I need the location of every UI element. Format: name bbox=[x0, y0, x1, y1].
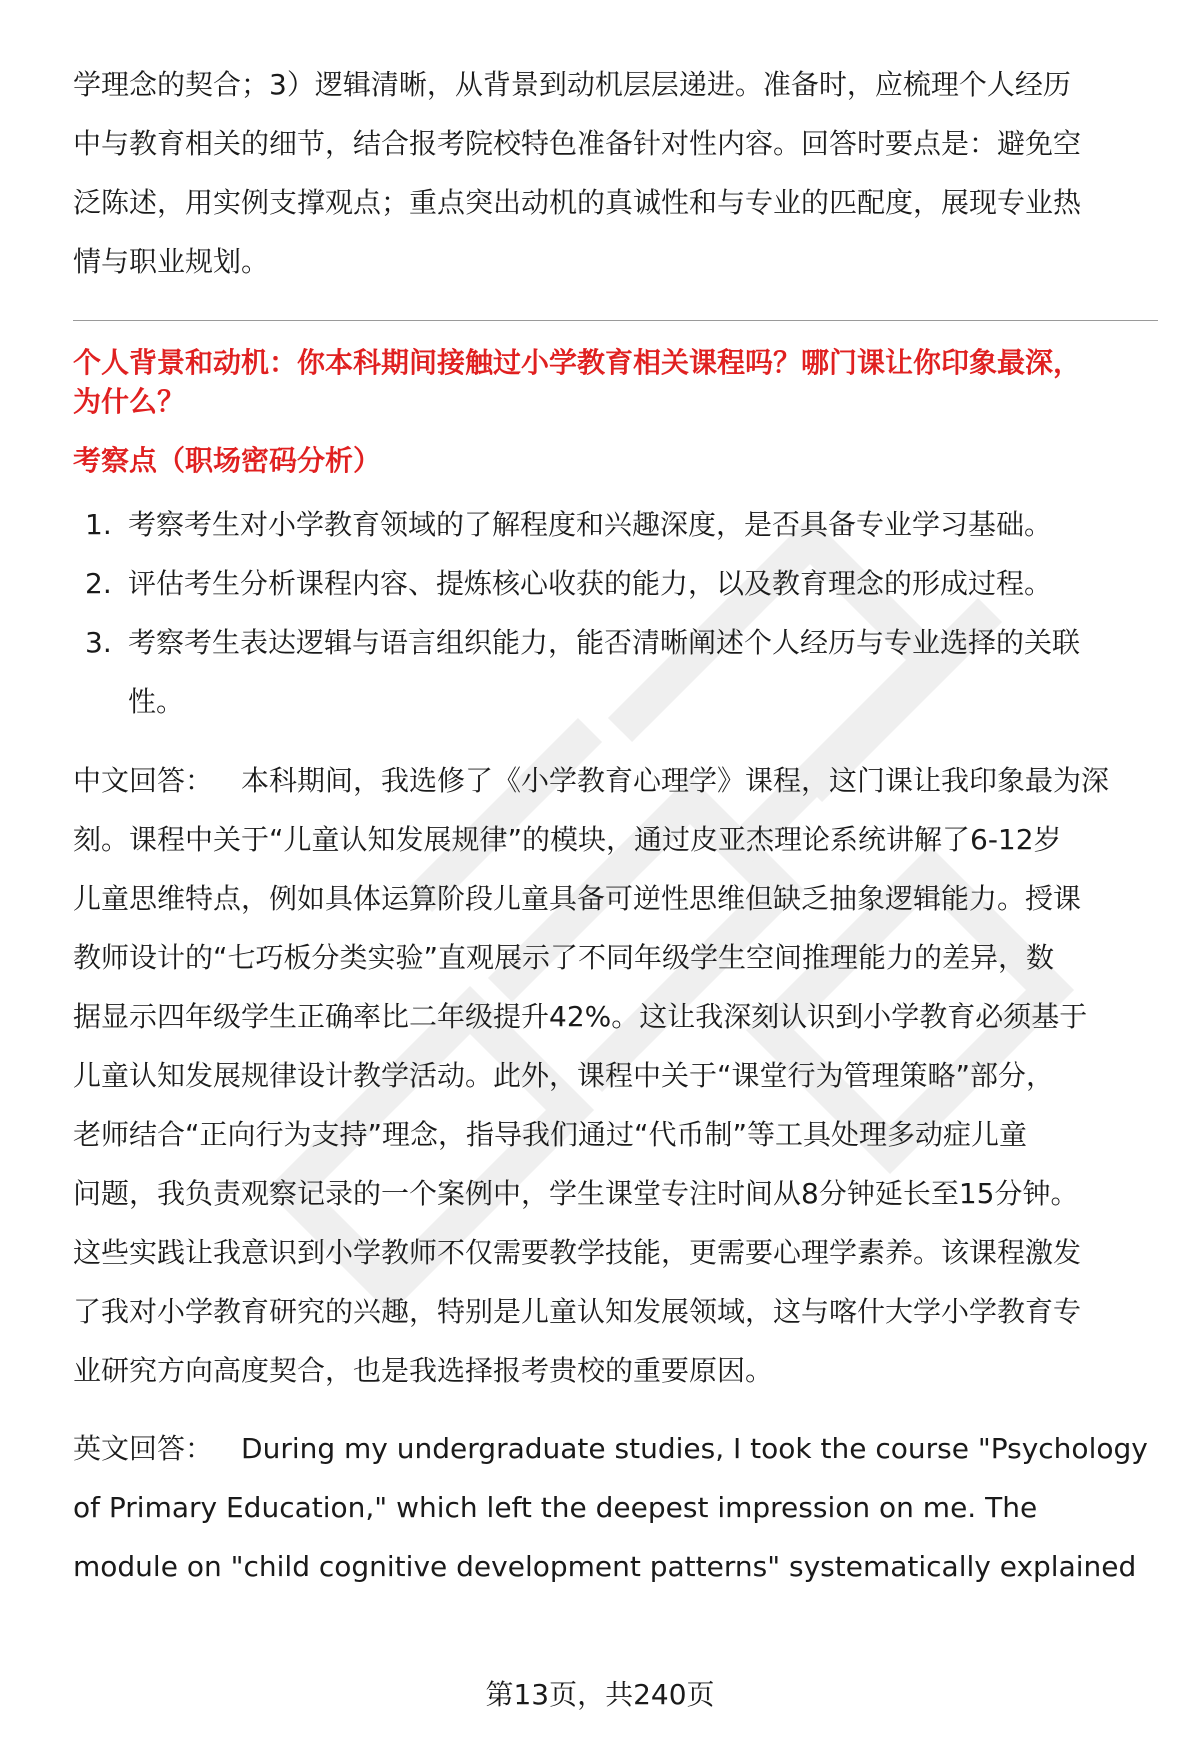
answer-line: module on "child cognitive development patterns" systematically explained bbox=[73, 1550, 1137, 1583]
list-item-number: 3. bbox=[85, 626, 112, 659]
key-points-list bbox=[73, 495, 1158, 731]
answer-first-line: During my undergraduate studies, I took the course "Psychology bbox=[241, 1432, 1148, 1465]
list-item-text: 评估考生分析课程内容、提炼核心收获的能力，以及教育理念的形成过程。 bbox=[128, 567, 1053, 600]
list-item bbox=[73, 495, 1158, 554]
list-item bbox=[73, 613, 1158, 731]
answer-line: 教师设计的“七巧板分类实验”直观展示了不同年级学生空间推理能力的差异，数 bbox=[73, 941, 1055, 974]
answer-first-line: 本科期间，我选修了《小学教育心理学》课程，这门课让我印象最为深 bbox=[241, 764, 1110, 797]
answer-line bbox=[73, 751, 1158, 810]
document-page bbox=[73, 55, 1158, 1596]
answer-line: 儿童认知发展规律设计教学活动。此外，课程中关于“课堂行为管理策略”部分， bbox=[73, 1059, 1055, 1092]
intro-paragraph bbox=[73, 55, 1158, 291]
answer-line: 据显示四年级学生正确率比二年级提升42%。这让我深刻认识到小学教育必须基于 bbox=[73, 1000, 1088, 1033]
english-answer bbox=[73, 1419, 1158, 1596]
answer-line: 了我对小学教育研究的兴趣，特别是儿童认知发展领域，这与喀什大学小学教育专 bbox=[73, 1295, 1082, 1328]
intro-line: 中与教育相关的细节，结合报考院校特色准备针对性内容。回答时要点是：避免空 bbox=[73, 127, 1082, 160]
list-item-number: 2. bbox=[85, 567, 112, 600]
intro-line: 泛陈述，用实例支撑观点；重点突出动机的真诚性和与专业的匹配度，展现专业热 bbox=[73, 186, 1082, 219]
page-number: 第13页，共240页 bbox=[485, 1678, 715, 1711]
answer-line: of Primary Education," which left the deepest impression on me. The bbox=[73, 1491, 1038, 1524]
list-item bbox=[73, 554, 1158, 613]
question-line: 个人背景和动机：你本科期间接触过小学教育相关课程吗？哪门课让你印象最深， bbox=[73, 346, 1082, 379]
intro-line: 学理念的契合；3）逻辑清晰，从背景到动机层层递进。准备时，应梳理个人经历 bbox=[73, 68, 1071, 101]
list-item-text: 考察考生对小学教育领域的了解程度和兴趣深度，是否具备专业学习基础。 bbox=[128, 508, 1053, 541]
english-answer-label: 英文回答： bbox=[73, 1432, 214, 1465]
intro-line: 情与职业规划。 bbox=[73, 245, 270, 278]
answer-line: 业研究方向高度契合，也是我选择报考贵校的重要原因。 bbox=[73, 1354, 774, 1387]
chinese-answer-label: 中文回答： bbox=[73, 764, 214, 797]
question-heading bbox=[73, 343, 1158, 421]
key-points-title: 考察点（职场密码分析） bbox=[73, 444, 382, 477]
list-item-text: 考察考生表达逻辑与语言组织能力，能否清晰阐述个人经历与专业选择的关联 bbox=[128, 626, 1081, 659]
section-divider bbox=[73, 320, 1158, 321]
question-line: 为什么？ bbox=[73, 385, 186, 418]
answer-line bbox=[73, 1419, 1158, 1478]
answer-line: 这些实践让我意识到小学教师不仅需要教学技能，更需要心理学素养。该课程激发 bbox=[73, 1236, 1082, 1269]
list-item-number: 1. bbox=[85, 508, 112, 541]
answer-line: 刻。课程中关于“儿童认知发展规律”的模块，通过皮亚杰理论系统讲解了6-12岁 bbox=[73, 823, 1062, 856]
answer-line: 儿童思维特点，例如具体运算阶段儿童具备可逆性思维但缺乏抽象逻辑能力。授课 bbox=[73, 882, 1082, 915]
chinese-answer bbox=[73, 751, 1158, 1400]
answer-line: 老师结合“正向行为支持”理念，指导我们通过“代币制”等工具处理多动症儿童 bbox=[73, 1118, 1028, 1151]
list-item-text: 性。 bbox=[128, 685, 185, 718]
answer-line: 问题，我负责观察记录的一个案例中，学生课堂专注时间从8分钟延长至15分钟。 bbox=[73, 1177, 1079, 1210]
